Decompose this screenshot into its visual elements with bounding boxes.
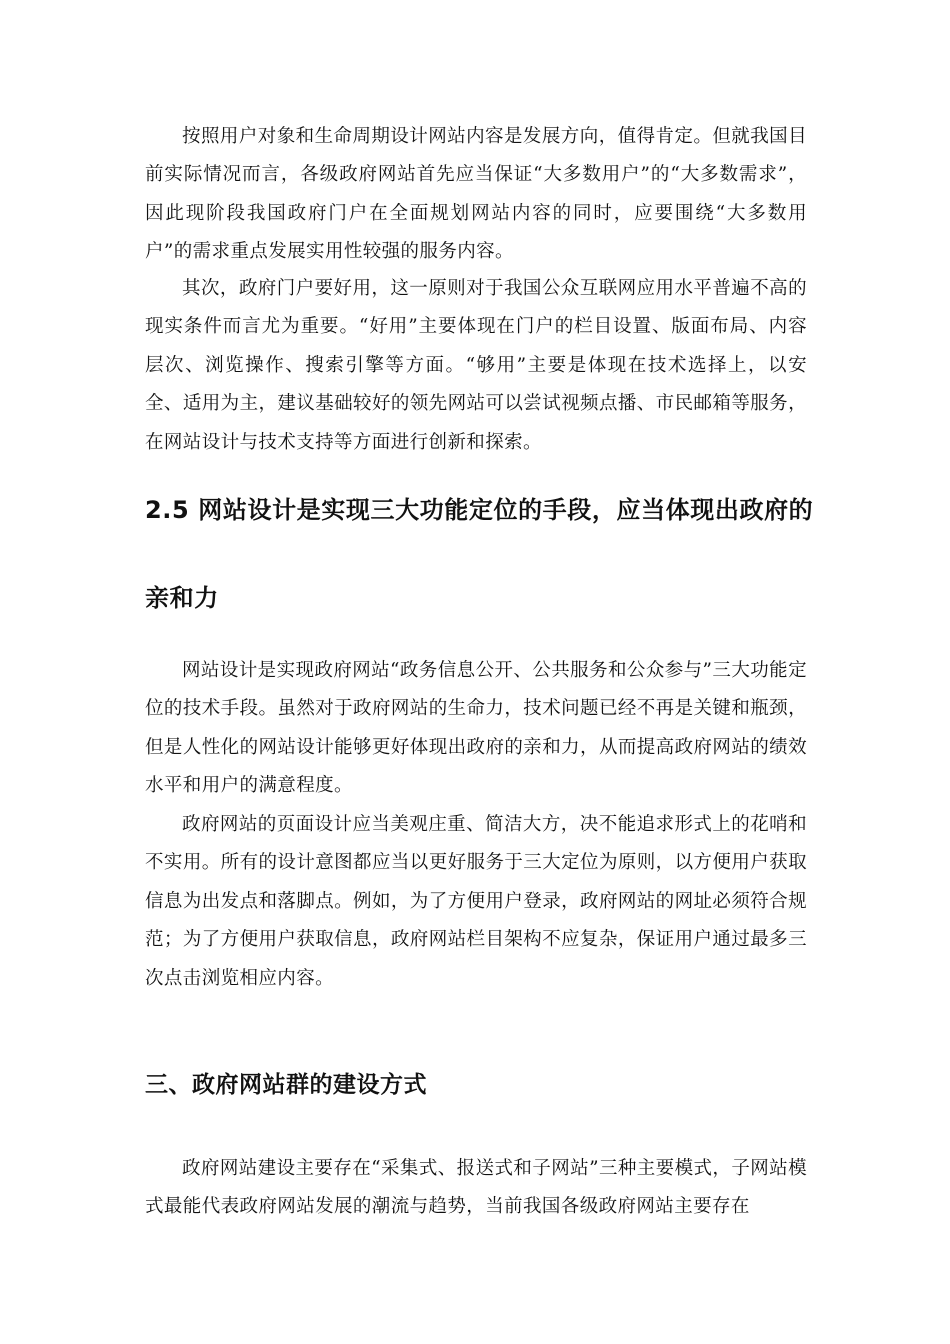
body-paragraph-website-design: 网站设计是实现政府网站“政务信息公开、公共服务和公众参与”三大功能定位的技术手段。虽然对于政府网站的生命力，技术问题已经不再是关键和瓶颈，但是人性化的网站设计能够更好体现出政府的亲和力，从而提高政府网站的绩效水平和用户的满意程度。	[145, 660, 807, 797]
body-paragraph-page-design: 政府网站的页面设计应当美观庄重、简洁大方，决不能追求形式上的花哨和不实用。所有的设计意图都应当以更好服务于三大定位为原则，以方便用户获取信息为出发点和落脚点。例如，为了方便用户登录，政府网站的网址必须符合规范；为了方便用户获取信息，政府网站栏目架构不应复杂，保证用户通过最多三次点击浏览相应内容。	[145, 814, 807, 989]
body-paragraph-usability: 其次，政府门户要好用，这一原则对于我国公众互联网应用水平普遍不高的现实条件而言尤为重要。“好用”主要体现在门户的栏目设置、版面布局、内容层次、浏览操作、搜索引擎等方面。“够用”主要是体现在技术选择上，以安全、适用为主，建议基础较好的领先网站可以尝试视频点播、市民邮箱等服务，在网站设计与技术支持等方面进行创新和探索。	[145, 278, 807, 453]
body-paragraph-construction-modes: 政府网站建设主要存在“采集式、报送式和子网站”三种主要模式，子网站模式最能代表政府网站发展的潮流与趋势，当前我国各级政府网站主要存在	[145, 1158, 807, 1218]
body-paragraph-user-needs: 按照用户对象和生命周期设计网站内容是发展方向，值得肯定。但就我国目前实际情况而言，各级政府网站首先应当保证“大多数用户”的“大多数需求”，因此现阶段我国政府门户在全面规划网站内容的同时，应要围绕“大多数用户”的需求重点发展实用性较强的服务内容。	[145, 126, 807, 263]
section-heading-2-5: 2.5 网站设计是实现三大功能定位的手段，应当体现出政府的亲和力	[145, 496, 814, 612]
chapter-heading-3: 三、政府网站群的建设方式	[145, 1072, 427, 1098]
